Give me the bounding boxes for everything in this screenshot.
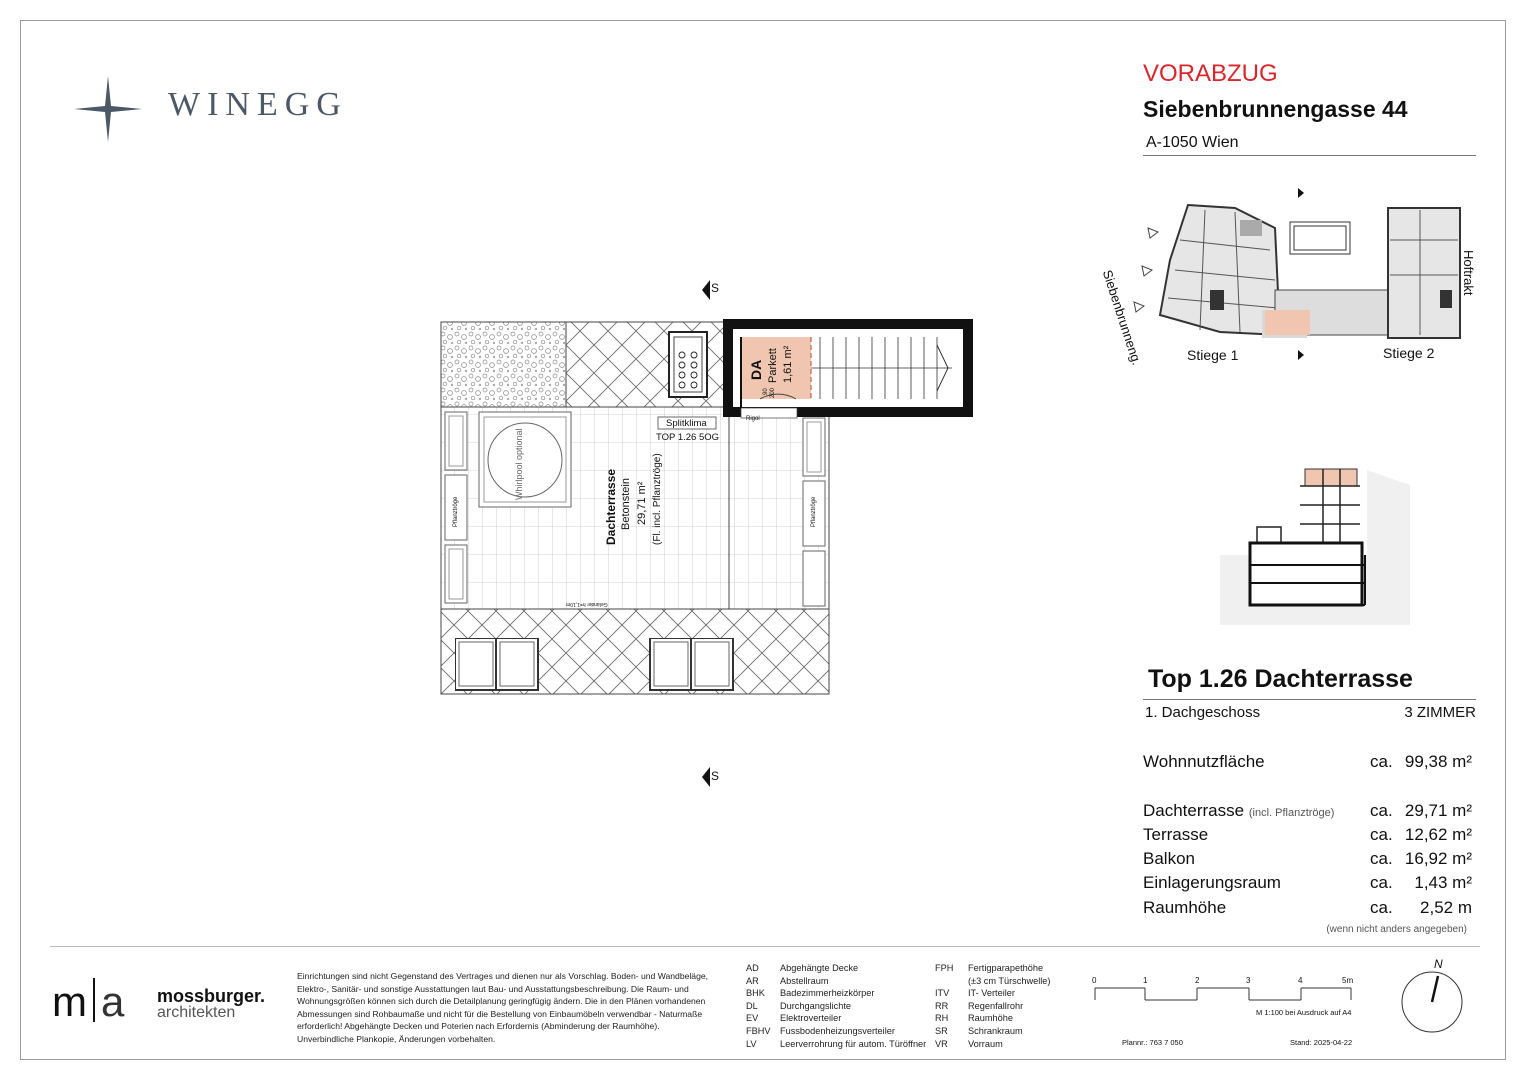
terrace-surface: Betonstein: [620, 478, 632, 530]
area-value: 12,62 m²: [1404, 825, 1472, 844]
scale-bar: [1093, 986, 1355, 1002]
unit-divider: [1143, 699, 1476, 700]
area-ca: ca.: [1370, 801, 1393, 820]
planter-label-left: Pflanztröge: [453, 496, 459, 527]
unit-highlight: [1265, 310, 1310, 335]
area-ca: ca.: [1370, 873, 1393, 892]
area-ca: ca.: [1370, 752, 1393, 771]
rigol-label: Rigol: [746, 416, 760, 422]
site-plan: [1110, 180, 1490, 370]
area-row-raumhoehe: [1143, 898, 1476, 920]
scale-tick: 5m: [1342, 976, 1354, 985]
area-label: Balkon: [1143, 849, 1195, 868]
architect-name: mossburger.: [157, 986, 266, 1006]
room-code: DA: [748, 359, 764, 380]
floor-plan: [440, 275, 980, 795]
unit-rooms: 3 ZIMMER: [1404, 704, 1476, 721]
splitklima-label: Splitklima: [666, 418, 707, 429]
north-label: N: [1434, 957, 1443, 971]
area-ca: ca.: [1370, 849, 1393, 868]
area-value: 16,92 m²: [1404, 849, 1472, 868]
winegg-star-icon: [72, 74, 144, 144]
areas-note: (wenn nicht anders angegeben): [1326, 924, 1467, 935]
area-label: Dachterrasse: [1143, 801, 1245, 820]
area-value: 99,38 m²: [1404, 752, 1472, 771]
area-row-einlagerungsraum: [1143, 873, 1476, 895]
legend-right: FPH Fertigparapethöhe (±3 cm Türschwelle) ITV IT- Verteiler RR Regenfallrohr RH Raumhöhe SR Schrankraum VR Vorraum: [935, 963, 1051, 1049]
stair1-label: Stiege 1: [1187, 347, 1239, 363]
plan-date: Stand: 2025-04-22: [1290, 1038, 1353, 1047]
area-label: Raumhöhe: [1143, 898, 1227, 917]
stair2-label: Stiege 2: [1383, 345, 1435, 361]
scale-tick: 4: [1298, 976, 1303, 985]
plan-number: Plannr.: 763 7 050: [1122, 1038, 1183, 1047]
skylights: [455, 638, 745, 693]
splitklima-sub: TOP 1.26 5OG: [656, 432, 720, 443]
legend-left: AD Abgehängte Decke AR Abstellraum BHK Badezimmerheizkörper DL Durchgangslichte EV Elektroverteiler FBHV Fussbodenheizungsverteiler LV Leerverrohrung für autom. Türöffner: [746, 963, 927, 1049]
area-note: (incl. Pflanztröge): [1248, 807, 1335, 819]
architect-mark: [52, 978, 124, 1026]
status-label: VORABZUG: [1143, 60, 1278, 87]
mark-m: m: [52, 978, 87, 1025]
area-row-balkon: [1143, 849, 1476, 871]
unit-floor: 1. Dachgeschoss: [1145, 704, 1261, 721]
architect-sub: architekten: [157, 1004, 236, 1021]
area-label: Einlagerungsraum: [1143, 873, 1281, 892]
area-row-terrasse: [1143, 825, 1476, 847]
unit-title: Top 1.26 Dachterrasse: [1148, 665, 1413, 693]
brand-logo: WINEGG: [168, 86, 348, 123]
section-diagram: [1215, 455, 1415, 630]
scale-tick: 3: [1246, 976, 1251, 985]
scale-tick: 1: [1143, 976, 1148, 985]
city-label: A-1050 Wien: [1146, 134, 1239, 151]
whirlpool-label: [514, 480, 524, 500]
railing-label: Geländer h=1,10m: [566, 601, 608, 607]
area-row-wohnnutzflaeche: [1143, 752, 1476, 774]
header-divider: [1143, 155, 1476, 156]
room-area: 1,61 m²: [782, 345, 794, 383]
area-value: 29,71 m²: [1404, 801, 1472, 820]
north-arrow-icon: [1400, 970, 1464, 1034]
street-label: Siebenbrunneng.: [1099, 268, 1145, 367]
area-value: 2,52 m: [1420, 898, 1472, 917]
terrace-note: (Fl. incl. Pflanztröge): [652, 453, 663, 545]
area-row-dachterrasse: [1143, 801, 1476, 823]
terrace-area: 29,71 m²: [636, 481, 648, 525]
door-height: 200: [770, 387, 776, 398]
room-floor: Parkett: [767, 348, 779, 383]
scale-note: M 1:100 bei Ausdruck auf A4: [1256, 1008, 1352, 1017]
street-address: Siebenbrunnengasse 44: [1143, 96, 1408, 122]
footer-divider: [50, 946, 1480, 947]
disclaimer-text: Einrichtungen sind nicht Gegenstand des Vertrages und dienen nur als Vorschlag. Boden- und Wandbeläge, Elektro-, Sanitär- und sonstige Ausstattungen laut Bau- und Ausstattungsbeschreibung. Die Raum- und Wohnungsgrößen können sich durch die Detailplanung geringfügig ändern. Die in den Plänen vorhandenen Abmessungen sind Rohbaumaße und nicht für die Bestellung von Einbaumöbeln verwendbar - Naturmaße erforderlich! Abgehängte Decken und Poterien nach Erfordernis (Abminderung der Raumhöhe). Unverbindliche Plankopie, Änderungen vorbehalten.: [297, 971, 709, 1044]
area-value: 1,43 m²: [1414, 873, 1472, 892]
area-ca: ca.: [1370, 825, 1393, 844]
door-width: 90: [763, 388, 769, 395]
scale-tick: 0: [1092, 976, 1097, 985]
scale-tick: 2: [1195, 976, 1200, 985]
area-label: Terrasse: [1143, 825, 1209, 844]
section-mark-top: S: [711, 281, 720, 295]
hoftrakt-label: Hoftrakt: [1461, 250, 1476, 296]
planter-label-right: Pflanztröge: [811, 496, 817, 527]
area-label: Wohnnutzfläche: [1143, 752, 1265, 771]
area-ca: ca.: [1370, 898, 1393, 917]
mark-a: a: [101, 978, 125, 1025]
terrace-name: Dachterrasse: [604, 468, 618, 545]
section-mark-bottom: S: [711, 769, 720, 783]
